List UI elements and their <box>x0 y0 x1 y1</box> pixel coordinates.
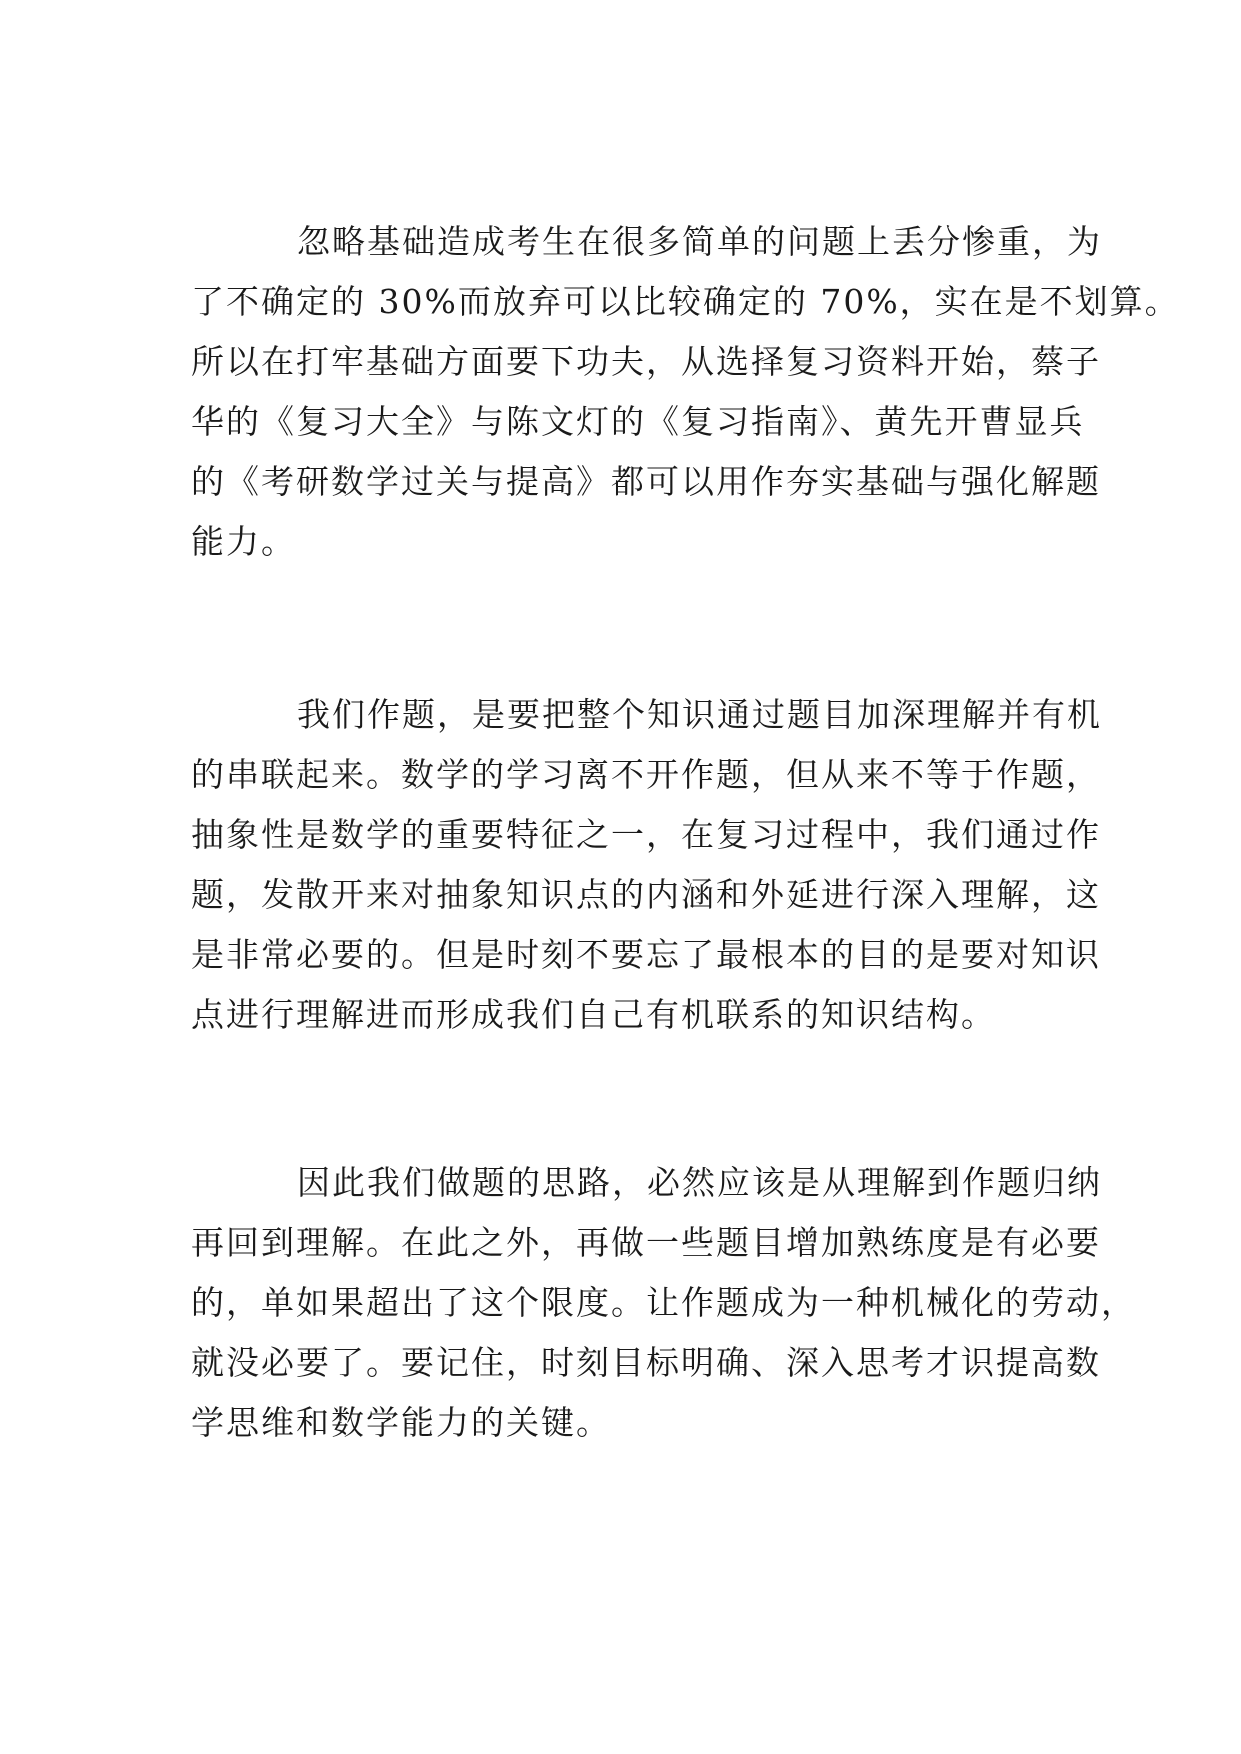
paragraph-line: 学思维和数学能力的关键。 <box>191 1403 611 1442</box>
paragraph-line: 再回到理解。在此之外，再做一些题目增加熟练度是有必要 <box>191 1223 1101 1262</box>
paragraph-basics <box>191 212 1180 572</box>
paragraph-line: 的串联起来。数学的学习离不开作题，但从来不等于作题， <box>191 755 1101 794</box>
paragraph-line: 因此我们做题的思路，必然应该是从理解到作题归纳 <box>297 1163 1102 1202</box>
paragraph-line: 了不确定的 30%而放弃可以比较确定的 70%，实在是不划算。 <box>191 282 1180 321</box>
paragraph-line: 的，单如果超出了这个限度。让作题成为一种机械化的劳动， <box>191 1283 1136 1322</box>
paragraph-line: 能力。 <box>191 522 296 561</box>
paragraph-approach <box>191 1153 1136 1453</box>
paragraph-line: 我们作题，是要把整个知识通过题目加深理解并有机 <box>297 695 1102 734</box>
paragraph-line: 华的《复习大全》与陈文灯的《复习指南》、黄先开曹显兵 <box>191 402 1085 441</box>
paragraph-line: 题，发散开来对抽象知识点的内涵和外延进行深入理解，这 <box>191 875 1101 914</box>
paragraph-line: 是非常必要的。但是时刻不要忘了最根本的目的是要对知识 <box>191 935 1101 974</box>
paragraph-line: 的《考研数学过关与提高》都可以用作夯实基础与强化解题 <box>191 462 1101 501</box>
paragraph-line: 抽象性是数学的重要特征之一，在复习过程中，我们通过作 <box>191 815 1101 854</box>
paragraph-line: 就没必要了。要记住，时刻目标明确、深入思考才识提高数 <box>191 1343 1101 1382</box>
paragraph-exercises <box>191 685 1102 1045</box>
paragraph-line: 所以在打牢基础方面要下功夫，从选择复习资料开始，蔡子 <box>191 342 1101 381</box>
paragraph-line: 点进行理解进而形成我们自己有机联系的知识结构。 <box>191 995 996 1034</box>
paragraph-line: 忽略基础造成考生在很多简单的问题上丢分惨重，为 <box>297 222 1102 261</box>
